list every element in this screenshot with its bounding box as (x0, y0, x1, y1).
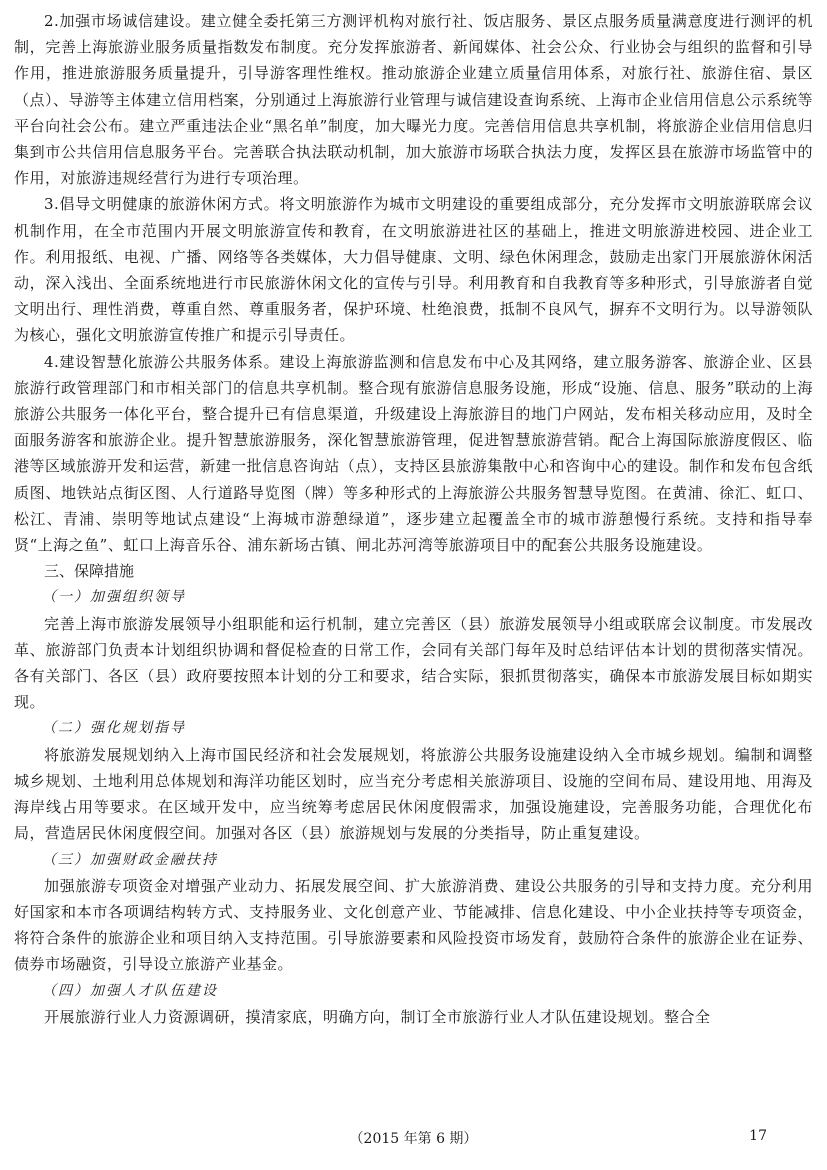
measure-title-finance: （三）加强财政金融扶持 (42, 851, 218, 868)
measure-title-organization: （一）加强组织领导 (42, 589, 186, 606)
issue-label: （2015 年第 6 期） (349, 1131, 478, 1147)
measure-text-talent: 开展旅游行业人力资源调研，摸清家底，明确方向，制订全市旅游行业人才队伍建设规划。整合全 (44, 1007, 711, 1026)
measure-text-organization: 完善上海市旅游发展领导小组职能和运行机制，建立完善区（县）旅游发展领导小组或联席会议制度。市发展改革、旅游部门负责本计划组织协调和督促检查的日常工作，会同有关部门每年及时总结评估本计划的贯彻落实情况。各有关部门、各区（县）政府要按照本计划的分工和要求，结合实际，狠抓贯彻落实，确保本市旅游发展目标如期实现。 (14, 614, 813, 712)
measure-title-planning: （二）强化规划指导 (42, 720, 186, 737)
measure-text-planning: 将旅游发展规划纳入上海市国民经济和社会发展规划，将旅游公共服务设施建设纳入全市城乡规划。编制和调整城乡规划、土地利用总体规划和海洋功能区划时，应当充分考虑相关旅游项目、设施的空间布局、建设用地、用海及海岸线占用等要求。在区域开发中，应当统筹考虑居民休闲度假需求，加强设施建设，完善服务功能，合理优化布局，营造居民休闲度假空间。加强对各区（县）旅游规划与发展的分类指导，防止重复建设。 (14, 745, 813, 843)
paragraph-civilized-tourism: 3.倡导文明健康的旅游休闲方式。将文明旅游作为城市文明建设的重要组成部分，充分发挥市文明旅游联席会议机制作用，在全市范围内开展文明旅游宣传和教育，在文明旅游进社区的基础上，推进文明旅游进校园、进企业工作。利用报纸、电视、广播、网络等各类媒体，大力倡导健康、文明、绿色休闲理念，鼓励走出家门开展旅游休闲活动，深入浅出、全面系统地进行市民旅游休闲文化的宣传与引导。利用教育和自我教育等多种形式，引导旅游者自觉文明出行、理性消费，尊重自然、尊重服务者，保护环境、杜绝浪费，抵制不良风气，摒弃不文明行为。以导游领队为核心，强化文明旅游宣传推广和提示引导责任。 (14, 195, 813, 345)
section-heading: 三、保障措施 (44, 562, 135, 581)
page-number: 17 (749, 1128, 767, 1144)
paragraph-smart-tourism: 4.建设智慧化旅游公共服务体系。建设上海旅游监测和信息发布中心及其网络，建立服务游客、旅游企业、区县旅游行政管理部门和市相关部门的信息共享机制。整合现有旅游信息服务设施，形成“设施、信息、服务”联动的上海旅游公共服务一体化平台，整合提升已有信息渠道，升级建设上海旅游目的地门户网站，发布相关移动应用，及时全面服务游客和旅游企业。提升智慧旅游服务，深化智慧旅游管理，促进智慧旅游营销。配合上海国际旅游度假区、临港等区域旅游开发和运营，新建一批信息咨询站（点），支持区县旅游集散中心和咨询中心的建设。制作和发布包含纸质图、地铁站点街区图、人行道路导览图（牌）等多种形式的上海旅游公共服务智慧导览图。在黄浦、徐汇、虹口、松江、青浦、崇明等地试点建设“上海城市游憩绿道”，逐步建立起覆盖全市的城市游憩慢行系统。支持和指导奉贤“上海之鱼”、虹口上海音乐谷、浦东新场古镇、闸北苏河湾等旅游项目中的配套公共服务设施建设。 (14, 352, 813, 555)
measure-title-talent: （四）加强人才队伍建设 (42, 982, 218, 999)
page-footer (0, 1128, 827, 1152)
paragraph-market-integrity: 2.加强市场诚信建设。建立健全委托第三方测评机构对旅行社、饭店服务、景区点服务质量满意度进行测评的机制，完善上海旅游业服务质量指数发布制度。充分发挥旅游者、新闻媒体、社会公众、行业协会与组织的监督和引导作用，推进旅游服务质量提升，引导游客理性维权。推动旅游企业建立质量信用体系，对旅行社、旅游住宿、景区（点）、导游等主体建立信用档案，分别通过上海旅游行业管理与诚信建设查询系统、上海市企业信用信息公示系统等平台向社会公布。建立严重违法企业“黑名单”制度，加大曝光力度。完善信用信息共享机制，将旅游企业信用信息归集到市公共信用信息服务平台。完善联合执法联动机制，加大旅游市场联合执法力度，发挥区县在旅游市场监管中的作用，对旅游违规经营行为进行专项治理。 (14, 12, 813, 188)
measure-text-finance: 加强旅游专项资金对增强产业动力、拓展发展空间、扩大旅游消费、建设公共服务的引导和支持力度。充分利用好国家和本市各项调结构转方式、支持服务业、文化创意产业、节能减排、信息化建设、中小企业扶持等专项资金，将符合条件的旅游企业和项目纳入支持范围。引导旅游要素和风险投资市场发育，鼓励符合条件的旅游企业在证券、债券市场融资，引导设立旅游产业基金。 (14, 876, 813, 974)
